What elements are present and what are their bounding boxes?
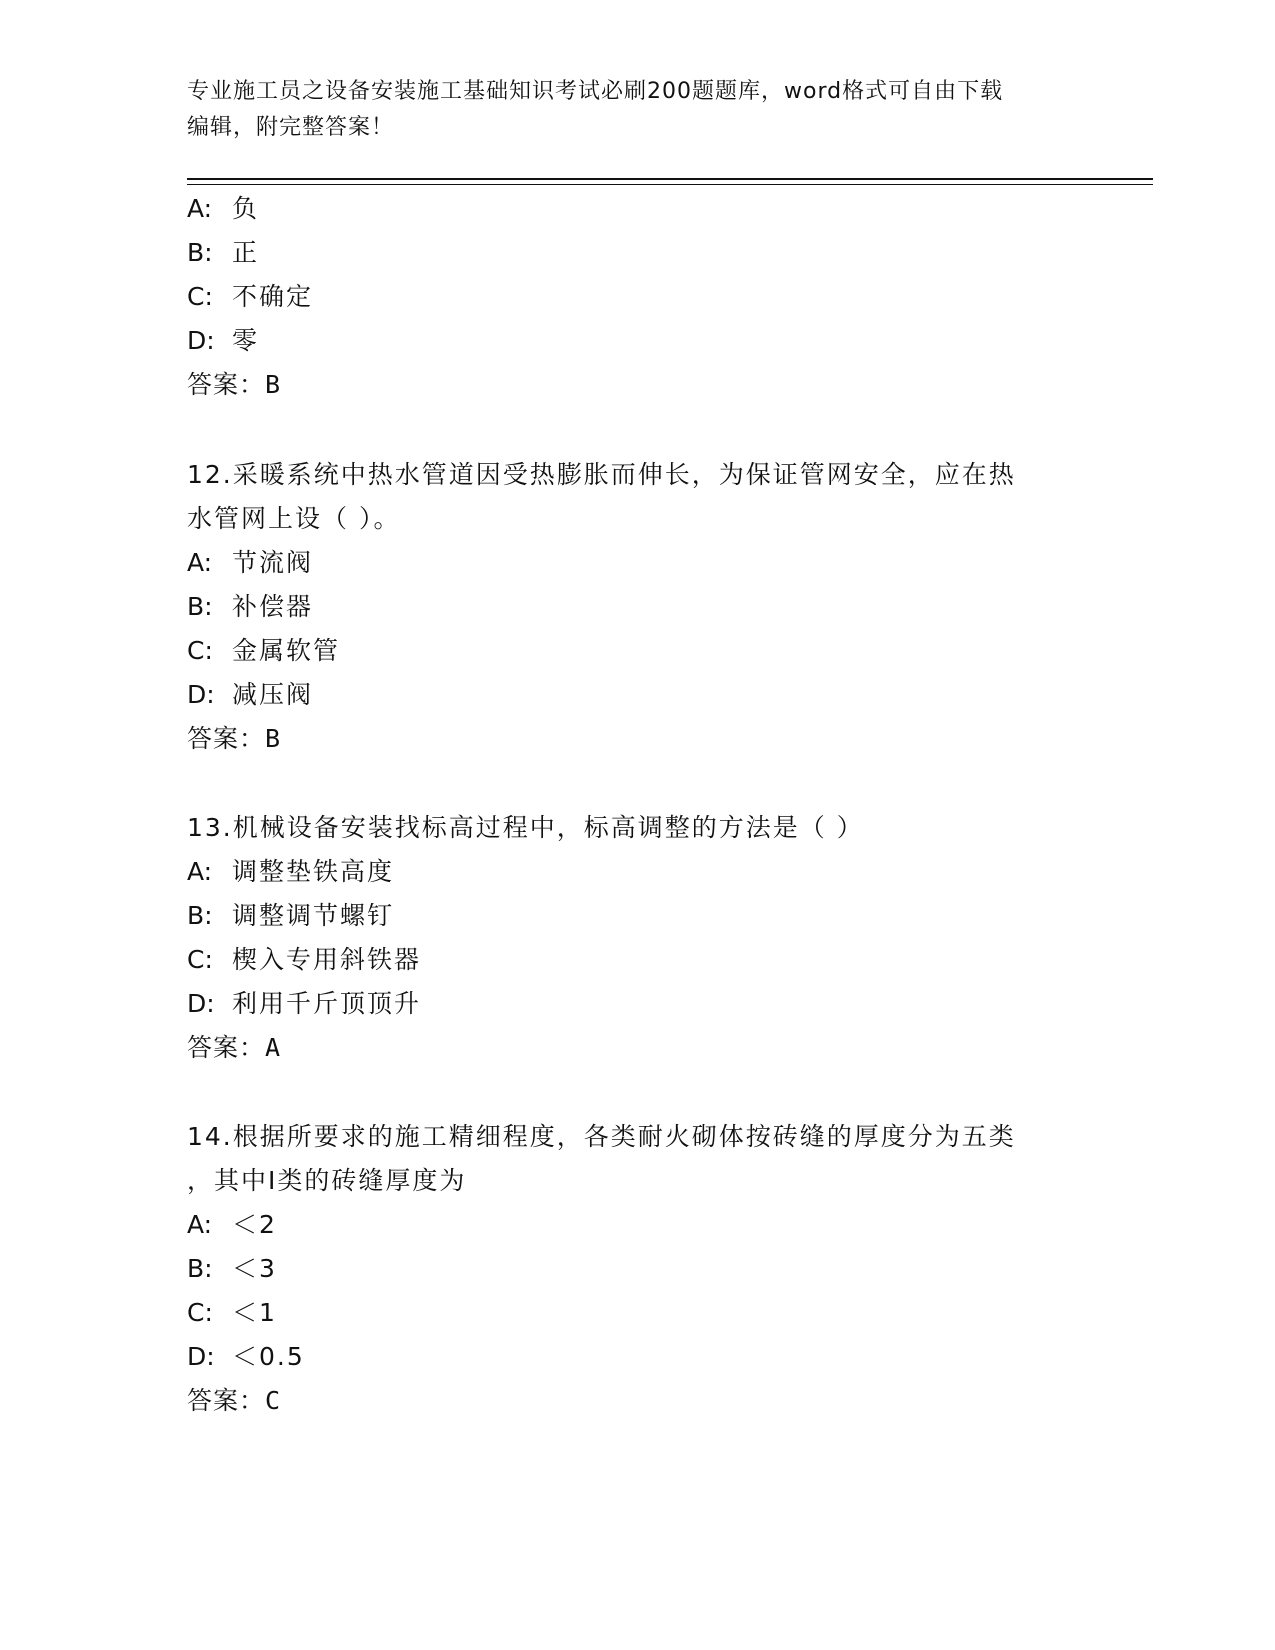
q12-answer xyxy=(187,724,281,754)
option-letter: D: xyxy=(187,1342,215,1371)
answer-label: 答案： xyxy=(187,724,266,753)
q14-option-a xyxy=(187,1210,277,1240)
option-text: 节流阀 xyxy=(232,548,314,577)
q14-option-c xyxy=(187,1298,277,1328)
document-header xyxy=(187,74,1067,146)
q12-option-c xyxy=(187,636,340,666)
answer-label: 答案： xyxy=(187,370,266,399)
option-letter: D: xyxy=(187,989,215,1018)
q14-stem-line-1: 14.根据所要求的施工精细程度，各类耐火砌体按砖缝的厚度分为五类 xyxy=(187,1122,1016,1151)
option-text: 减压阀 xyxy=(232,680,314,709)
option-text: ＜1 xyxy=(232,1298,277,1327)
answer-label: 答案： xyxy=(187,1033,266,1062)
option-letter: C: xyxy=(187,945,213,974)
option-letter: B: xyxy=(187,238,213,267)
option-letter: A: xyxy=(187,1210,213,1239)
q12-stem-line-2: 水管网上设（ ）。 xyxy=(187,504,401,533)
header-title-line-2: 编辑，附完整答案！ xyxy=(187,115,395,140)
q13-option-c xyxy=(187,945,421,975)
q14-answer xyxy=(187,1386,281,1416)
q11-option-a xyxy=(187,194,259,224)
option-text: 利用千斤顶顶升 xyxy=(232,989,422,1018)
q13-option-d xyxy=(187,989,421,1019)
q11-answer xyxy=(187,370,281,400)
header-divider-thick xyxy=(187,178,1153,180)
answer-label: 答案： xyxy=(187,1386,266,1415)
q12-stem-line-1: 12.采暖系统中热水管道因受热膨胀而伸长，为保证管网安全，应在热 xyxy=(187,460,1016,489)
header-divider-thin xyxy=(187,184,1153,185)
header-title-line-1: 专业施工员之设备安装施工基础知识考试必刷200题题库，word格式可自由下载 xyxy=(187,79,1004,104)
option-text: ＜2 xyxy=(232,1210,277,1239)
q14-stem-line-2: ，其中Ⅰ类的砖缝厚度为 xyxy=(187,1166,467,1195)
option-letter: C: xyxy=(187,282,213,311)
option-letter: A: xyxy=(187,194,213,223)
option-text: ＜0.5 xyxy=(232,1342,305,1371)
q13-answer xyxy=(187,1033,281,1063)
q14-option-d xyxy=(187,1342,305,1372)
option-text: 金属软管 xyxy=(232,636,341,665)
option-letter: B: xyxy=(187,901,213,930)
option-letter: C: xyxy=(187,636,213,665)
q12-option-b xyxy=(187,592,313,622)
q14-option-b xyxy=(187,1254,277,1284)
option-letter: D: xyxy=(187,680,215,709)
option-letter: C: xyxy=(187,1298,213,1327)
option-letter: B: xyxy=(187,592,213,621)
option-text: 正 xyxy=(232,238,260,267)
q11-option-d xyxy=(187,326,259,356)
option-letter: D: xyxy=(187,326,215,355)
option-text: 调整垫铁高度 xyxy=(232,857,395,886)
option-letter: A: xyxy=(187,857,213,886)
answer-value: A xyxy=(265,1033,282,1062)
option-text: 不确定 xyxy=(232,282,314,311)
q13-option-a xyxy=(187,857,394,887)
option-letter: A: xyxy=(187,548,213,577)
option-text: 楔入专用斜铁器 xyxy=(232,945,422,974)
answer-value: C xyxy=(265,1386,282,1415)
q13-option-b xyxy=(187,901,394,931)
q11-option-c xyxy=(187,282,313,312)
q12-option-a xyxy=(187,548,313,578)
q11-option-b xyxy=(187,238,259,268)
option-letter: B: xyxy=(187,1254,213,1283)
option-text: ＜3 xyxy=(232,1254,277,1283)
option-text: 调整调节螺钉 xyxy=(232,901,395,930)
answer-value: B xyxy=(265,724,282,753)
option-text: 补偿器 xyxy=(232,592,314,621)
option-text: 负 xyxy=(232,194,260,223)
answer-value: B xyxy=(265,370,282,399)
q12-option-d xyxy=(187,680,313,710)
option-text: 零 xyxy=(232,326,260,355)
q13-stem-line-1: 13.机械设备安装找标高过程中，标高调整的方法是（ ） xyxy=(187,813,864,842)
